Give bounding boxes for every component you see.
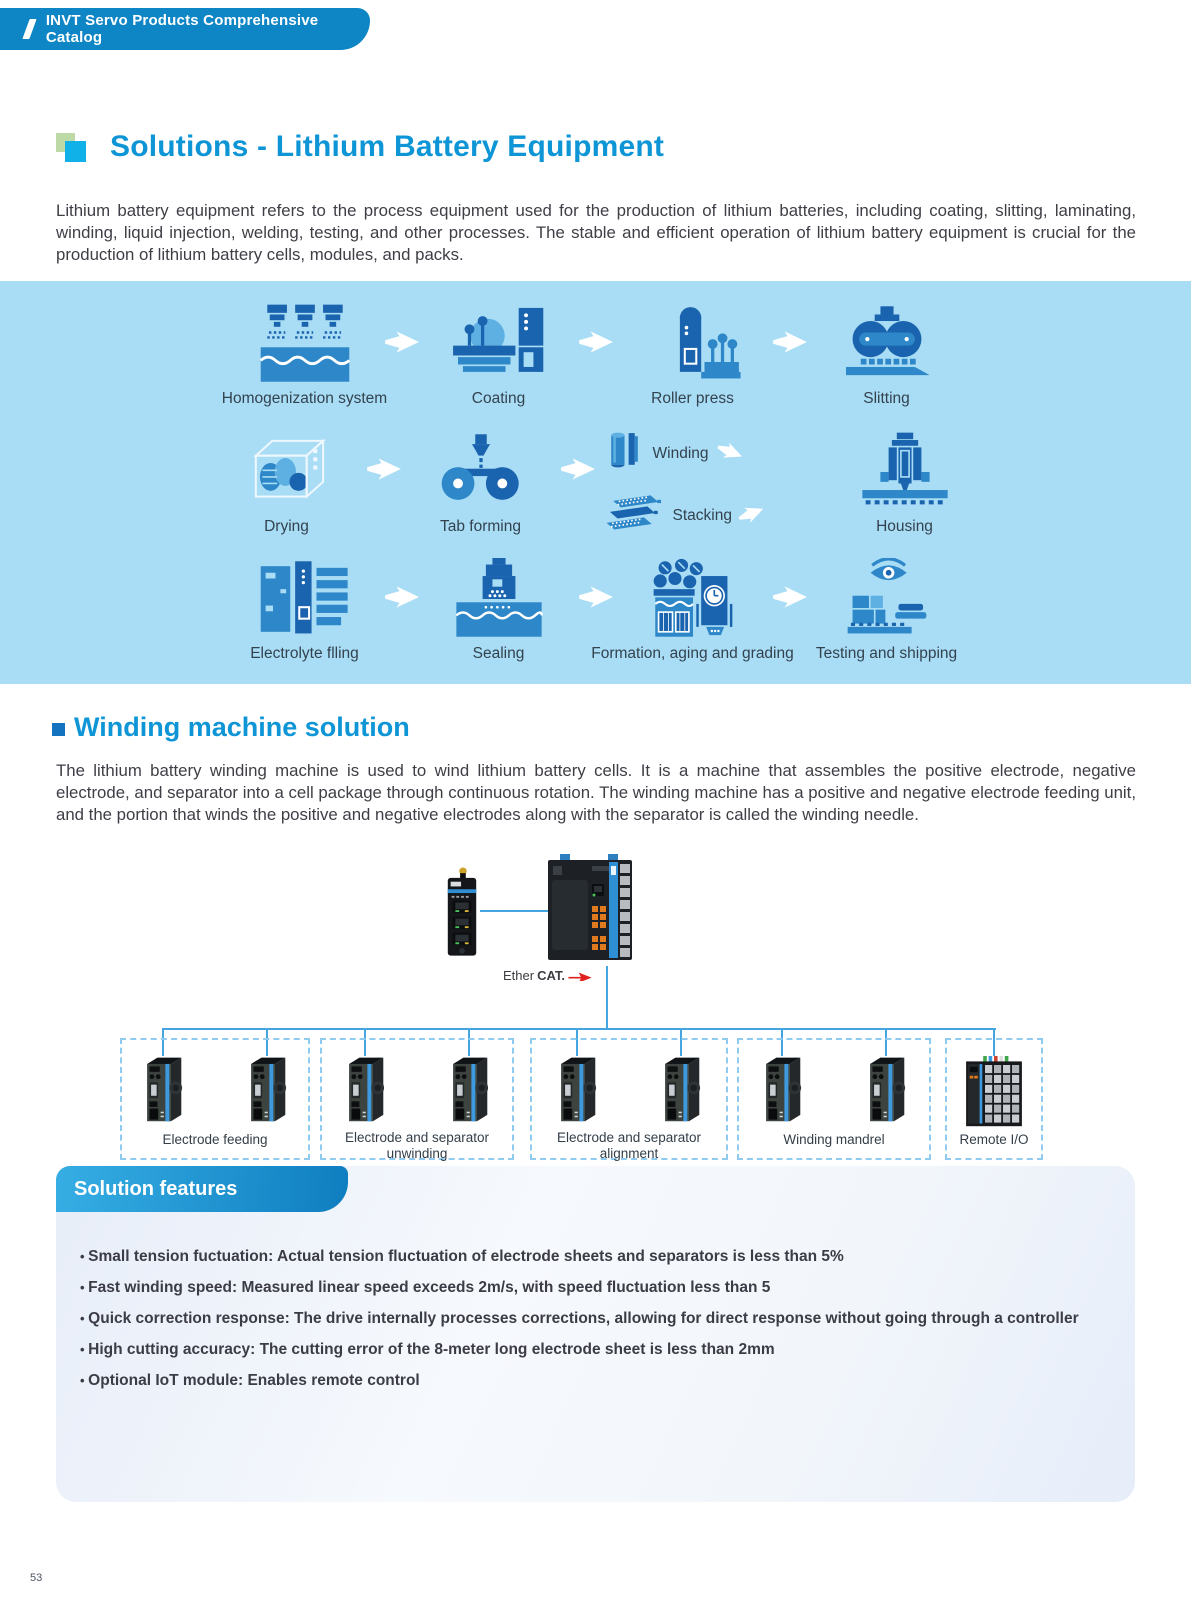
- process-step-label: Tab forming: [440, 517, 521, 535]
- section-heading-icon: [56, 131, 88, 163]
- servo-drive-image: [553, 1056, 601, 1126]
- servo-drive-image: [243, 1056, 291, 1126]
- process-step: [812, 301, 962, 408]
- servo-drive-image: [862, 1056, 910, 1126]
- process-flow-panel: [0, 281, 1191, 684]
- process-step-label: Testing and shipping: [815, 645, 958, 662]
- section-heading: [56, 130, 664, 164]
- drive-images: [553, 1056, 705, 1126]
- drive-group-alignment: [530, 1038, 728, 1160]
- process-step: [618, 301, 768, 408]
- process-step: [600, 491, 765, 540]
- cyan-square-icon: [65, 141, 86, 162]
- ethercat-red-arrow-icon: [568, 969, 592, 984]
- small-flow-arrow-icon: [736, 500, 768, 530]
- flow-arrow-icon: [574, 586, 618, 608]
- flow-arrow-icon: [380, 331, 424, 353]
- process-step-label: Drying: [264, 517, 309, 535]
- feature-item: • Fast winding speed: Measured linear speed exceeds 2m/s, with speed fluctuation less than 5: [80, 1279, 1099, 1296]
- ethercat-bus-line: [163, 1028, 996, 1030]
- stacking-icon: [600, 491, 666, 540]
- homogenization-system-icon: [249, 301, 361, 385]
- drive-group-label: Winding mandrel: [783, 1132, 885, 1147]
- process-step-label: Coating: [471, 390, 526, 407]
- process-step-label: Formation, aging and grading: [591, 645, 794, 662]
- process-step-label: Sealing: [472, 645, 525, 662]
- connection-line: [606, 966, 608, 1028]
- drive-group-winding-mandrel: [737, 1038, 931, 1160]
- feature-item: • Optional IoT module: Enables remote control: [80, 1372, 1099, 1389]
- ethercat-label-bold: CAT.: [537, 968, 566, 983]
- drive-group-label: Remote I/O: [959, 1132, 1029, 1147]
- servo-drive-image: [758, 1056, 806, 1126]
- drive-group-label: Electrode feeding: [162, 1132, 268, 1147]
- connection-line: [480, 910, 550, 912]
- slash-icon: [22, 19, 36, 39]
- process-step-label: Housing: [876, 517, 933, 535]
- slitting-icon: [831, 301, 943, 385]
- flow-arrow-icon: [768, 586, 812, 608]
- iot-module-image: [444, 864, 480, 965]
- tab-forming-icon: [425, 429, 537, 513]
- process-row-2: [0, 424, 1191, 540]
- servo-drive-image: [139, 1056, 187, 1126]
- page-number: 53: [30, 1572, 43, 1584]
- flow-arrow-icon: [380, 586, 424, 608]
- process-step-label: Roller press: [651, 390, 734, 407]
- winding-topology-diagram: [0, 840, 1191, 1175]
- page-header-bar: [0, 8, 370, 50]
- flow-arrow-icon: [574, 331, 618, 353]
- solution-features-tab: [56, 1166, 348, 1212]
- process-step-label: Slitting: [863, 390, 910, 407]
- drive-group-unwinding: [320, 1038, 514, 1160]
- testing-shipping-icon: [831, 556, 943, 640]
- drive-group-electrode-feeding: [120, 1038, 310, 1160]
- blue-square-bullet-icon: [52, 723, 65, 736]
- feature-item: • Small tension fuctuation: Actual tension fluctuation of electrode sheets and separators is less than 5%: [80, 1248, 1099, 1265]
- roller-press-icon: [637, 301, 749, 385]
- winding-icon: [600, 424, 646, 483]
- process-step: [424, 301, 574, 408]
- remote-io-image: [965, 1056, 1023, 1128]
- catalog-title: INVT Servo Products Comprehensive Catalog: [45, 12, 319, 46]
- winding-intro-paragraph: The lithium battery winding machine is used to wind lithium battery cells. It is a machine that assembles the positive electrode, negative electrode, and separator into a cell package through continuous rotation. The winding machine has a positive and negative electrode feeding unit, and the portion that winds the positive and negative electrodes along with the separator is called the winding needle.: [56, 761, 1136, 825]
- coating-icon: [443, 301, 555, 385]
- servo-drive-image: [657, 1056, 705, 1126]
- flow-arrow-icon: [362, 458, 406, 480]
- drive-group-remote-io: [945, 1038, 1043, 1160]
- winding-section-title: Winding machine solution: [74, 712, 410, 742]
- process-step-label: Homogenization system: [221, 390, 388, 407]
- drive-images: [341, 1056, 493, 1126]
- process-row-3: [0, 556, 1191, 663]
- solution-features-panel: [56, 1166, 1135, 1502]
- process-step: [424, 556, 574, 663]
- drive-group-label: Electrode and separator alignment: [556, 1130, 702, 1162]
- housing-icon: [849, 429, 961, 513]
- feature-item: • High cutting accuracy: The cutting error of the 8-meter long electrode sheet is less than 2mm: [80, 1341, 1099, 1358]
- process-row-1: [0, 301, 1191, 408]
- drive-images: [965, 1056, 1023, 1128]
- winding-stacking-group: [600, 424, 830, 540]
- small-flow-arrow-icon: [712, 438, 744, 468]
- drive-images: [758, 1056, 910, 1128]
- flow-arrow-icon: [556, 458, 600, 480]
- formation-aging-grading-icon: [637, 556, 749, 640]
- process-step: [230, 556, 380, 663]
- electrolyte-filling-icon: [249, 556, 361, 640]
- process-step-label: Stacking: [672, 506, 732, 524]
- ethercat-label-regular: Ether: [503, 968, 535, 983]
- drying-icon: [231, 429, 343, 513]
- drive-images: [139, 1056, 291, 1128]
- page-title: Solutions - Lithium Battery Equipment: [110, 130, 665, 163]
- servo-drive-image: [341, 1056, 389, 1126]
- winding-section-heading: [52, 712, 410, 743]
- feature-list: [80, 1248, 1099, 1403]
- process-step: [221, 301, 388, 408]
- sealing-icon: [443, 556, 555, 640]
- process-step: [212, 429, 362, 536]
- process-step: [830, 429, 980, 536]
- feature-item: • Quick correction response: The drive internally processes corrections, allowing for direct response without going through a controller: [80, 1310, 1099, 1327]
- ethercat-logo: [503, 968, 592, 984]
- solution-features-title: Solution features: [74, 1177, 238, 1200]
- process-step-label: Winding: [652, 444, 709, 462]
- servo-drive-image: [445, 1056, 493, 1126]
- process-step: [812, 556, 962, 663]
- process-step-label: Electrolyte flling: [250, 645, 359, 662]
- process-step: [600, 424, 742, 483]
- process-step: [591, 556, 794, 663]
- section-intro-paragraph: Lithium battery equipment refers to the process equipment used for the production of lithium batteries, including coating, slitting, laminating, winding, liquid injection, welding, testing, and other processes. The stable and efficient operation of lithium battery equipment is crucial for the production of lithium battery cells, modules, and packs.: [56, 201, 1136, 265]
- motion-controller-image: [548, 854, 632, 971]
- drive-group-label: Electrode and separator unwinding: [344, 1130, 490, 1162]
- process-step: [406, 429, 556, 536]
- flow-arrow-icon: [768, 331, 812, 353]
